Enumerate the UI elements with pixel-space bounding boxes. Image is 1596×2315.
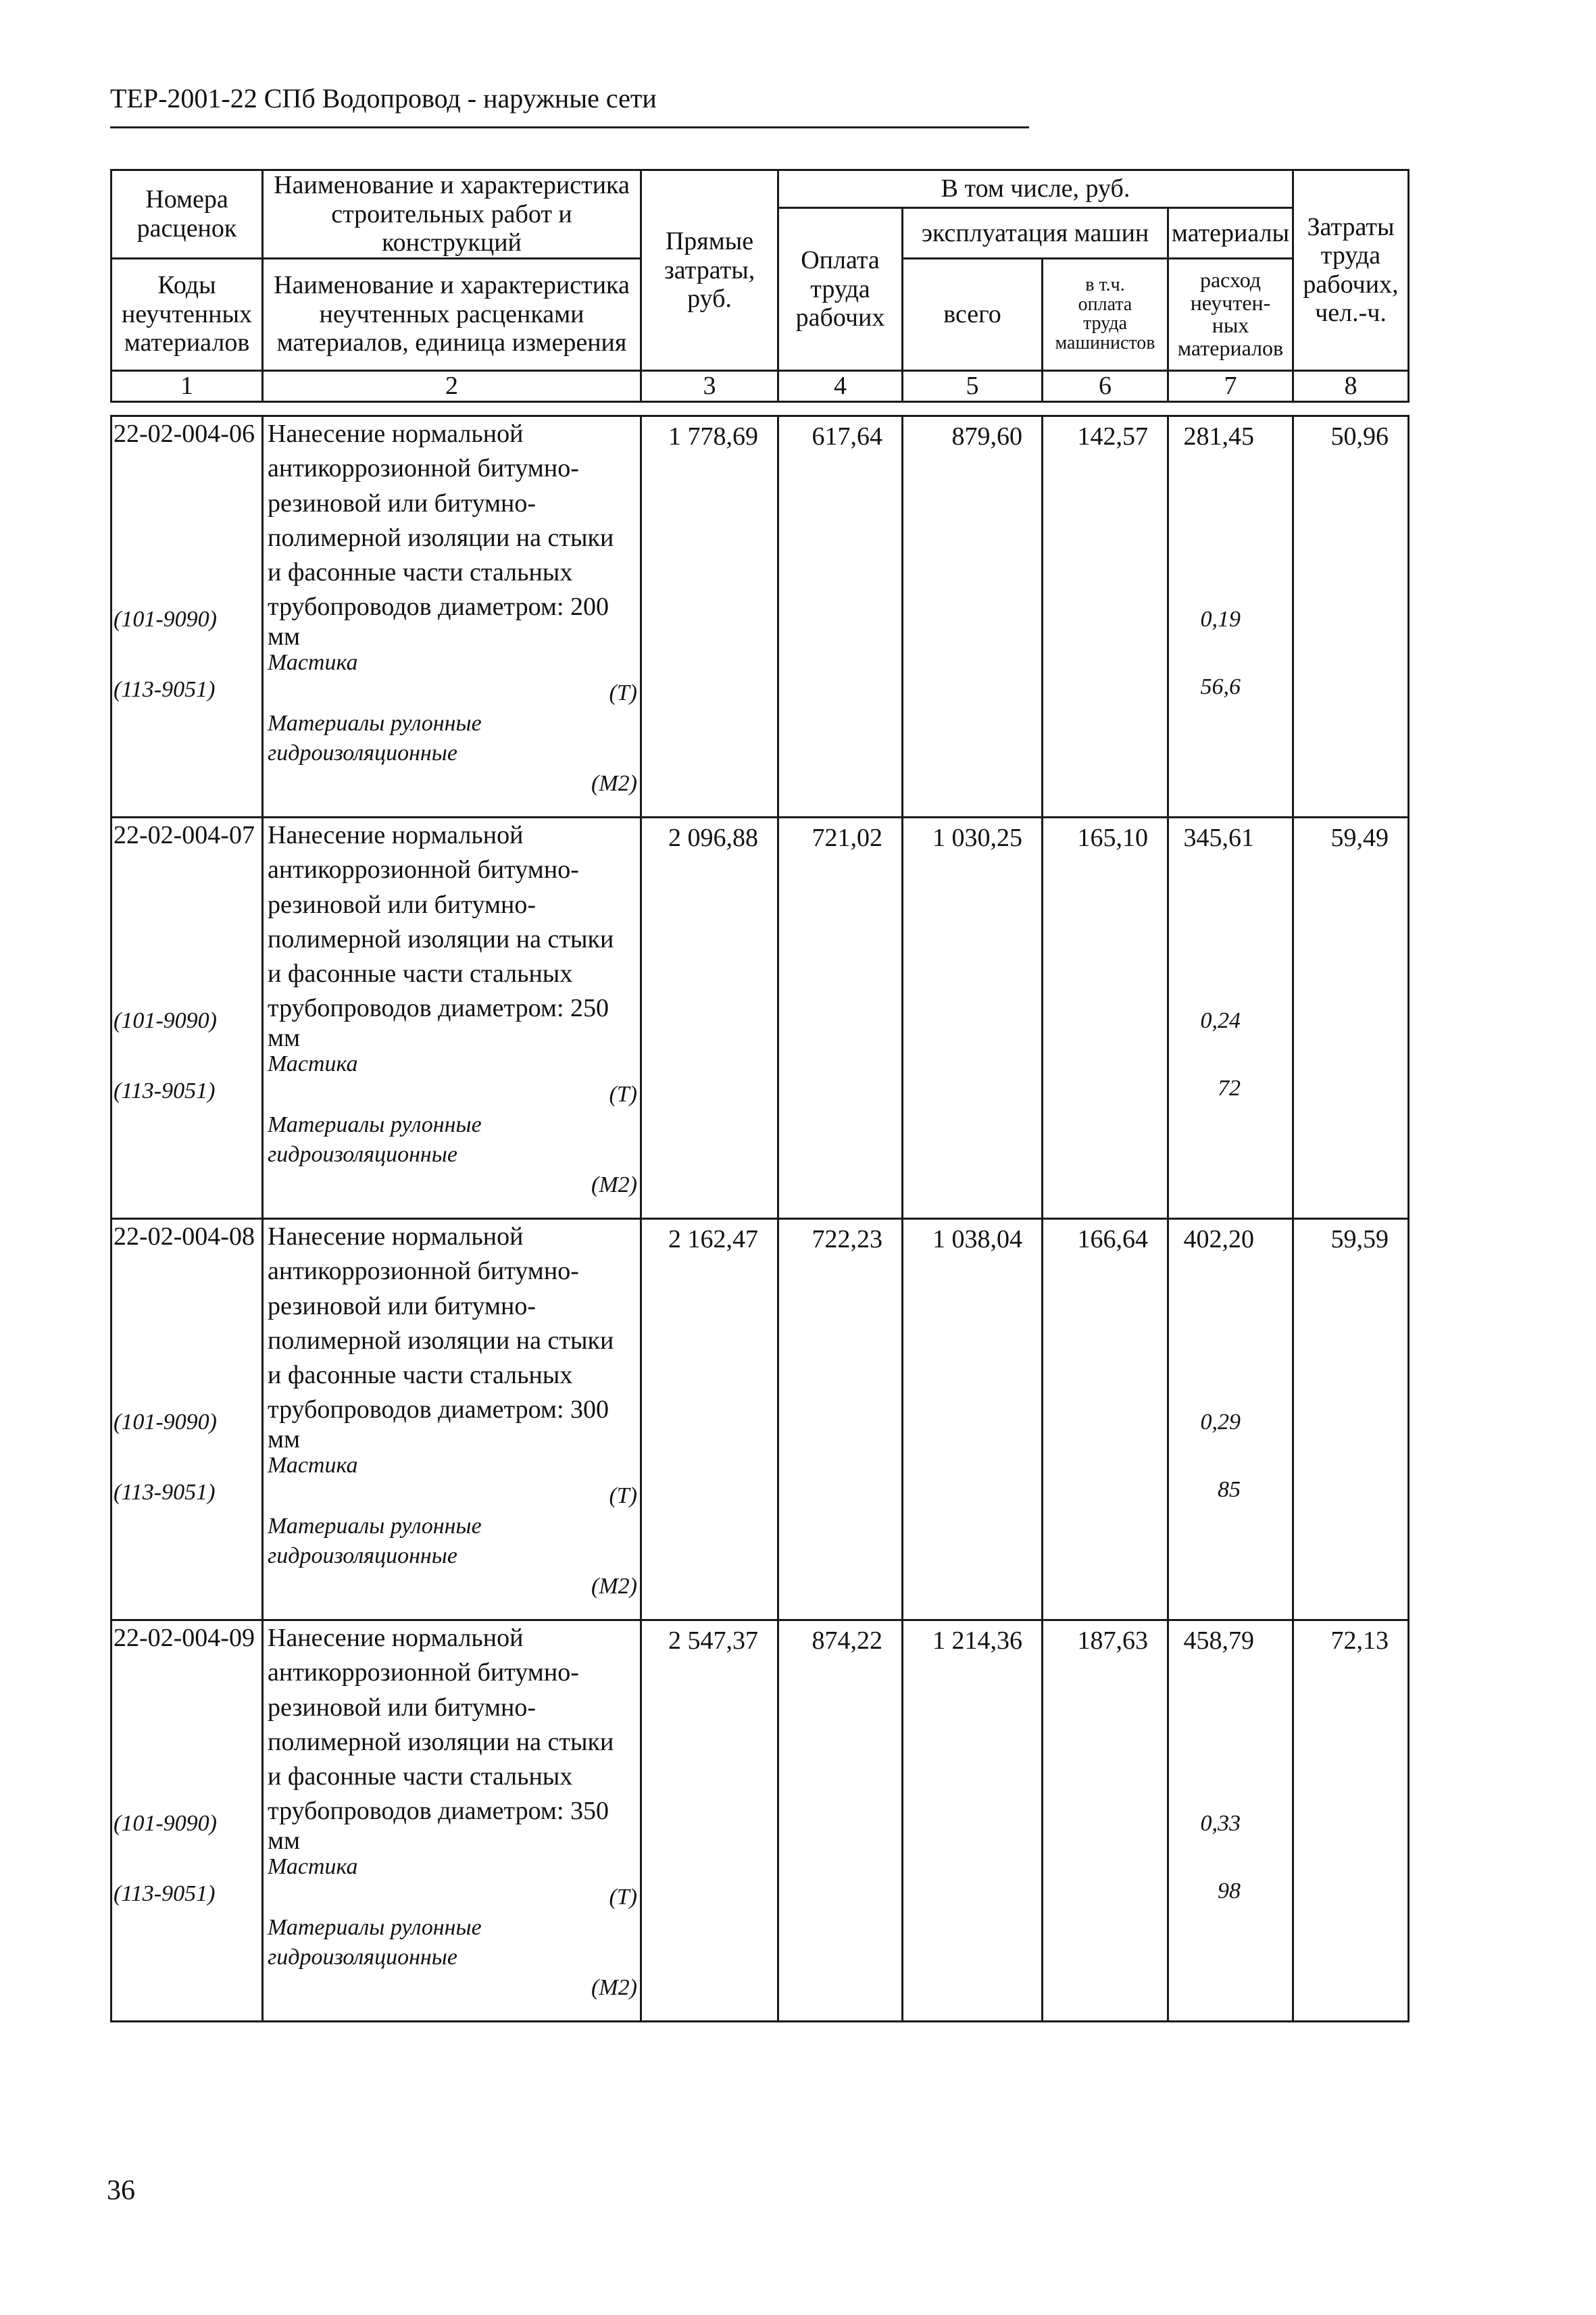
material-name: Материалы рулонные гидроизоляционные <box>268 1915 482 1970</box>
material-name: Материалы рулонные гидроизоляционные <box>268 711 482 766</box>
material-quantity: 0,33 <box>1200 1811 1241 1837</box>
material-code: (101-9090) <box>114 607 217 632</box>
machinists-cost-cell <box>1043 416 1168 818</box>
materials-cell <box>1168 1620 1293 2022</box>
materials-cost: 458,79 <box>1183 1626 1254 1655</box>
machines-cost-cell <box>903 416 1043 818</box>
material-quantity: 56,6 <box>1200 674 1241 700</box>
material-unit: (М2) <box>591 1975 637 2001</box>
machinists-cost: 166,64 <box>1077 1225 1148 1253</box>
name-cell <box>263 1219 641 1620</box>
rate-code: 22-02-004-09 <box>114 1624 255 1652</box>
machines-cost: 1 038,04 <box>932 1225 1022 1253</box>
column-number: 8 <box>1293 370 1409 401</box>
rate-code: 22-02-004-06 <box>114 420 255 448</box>
material-name: Мастика <box>268 1051 358 1076</box>
code-cell <box>111 1219 263 1620</box>
machines-cost: 879,60 <box>951 422 1022 451</box>
code-cell <box>111 818 263 1219</box>
header-including-group: В том числе, руб. <box>778 170 1293 208</box>
header-direct-costs: Прямые затраты, руб. <box>641 170 778 371</box>
document-header-title: ТЕР-2001-22 СПб Водопровод - наружные сети <box>110 83 657 114</box>
machinists-cost: 165,10 <box>1077 824 1148 852</box>
material-quantity: 0,19 <box>1200 607 1241 632</box>
labor-hours: 59,59 <box>1330 1225 1389 1253</box>
name-cell <box>263 818 641 1219</box>
rates-table <box>110 415 1410 2022</box>
direct-cost-cell <box>641 1620 778 2022</box>
header-rule <box>110 126 1029 128</box>
labor-hours-cell <box>1293 818 1409 1219</box>
labor-hours: 59,49 <box>1330 824 1389 852</box>
labor-cost-cell <box>778 818 903 1219</box>
table-row <box>111 1620 1409 2022</box>
material-quantity: 0,24 <box>1200 1008 1241 1034</box>
machinists-cost-cell <box>1043 1219 1168 1620</box>
labor-cost-cell <box>778 1219 903 1620</box>
page-number: 36 <box>107 2175 135 2206</box>
material-unit: (Т) <box>609 680 637 706</box>
material-code: (113-9051) <box>114 1078 216 1104</box>
work-description: Нанесение нормальной антикоррозионной битумно- резиновой или битумно- полимерной изоляции на стыки и фасонные части стальных трубопроводов диаметром: 350 мм <box>268 1624 614 1855</box>
work-description: Нанесение нормальной антикоррозионной битумно- резиновой или битумно- полимерной изоляции на стыки и фасонные части стальных трубопроводов диаметром: 250 мм <box>268 821 614 1052</box>
column-number: 2 <box>263 370 641 401</box>
materials-cost: 281,45 <box>1183 422 1254 451</box>
material-code: (101-9090) <box>114 1008 217 1034</box>
direct-cost-cell <box>641 818 778 1219</box>
material-quantity: 0,29 <box>1200 1410 1241 1435</box>
column-number: 5 <box>903 370 1043 401</box>
table-row <box>111 1219 1409 1620</box>
direct-cost-cell <box>641 1219 778 1620</box>
labor-cost-cell <box>778 416 903 818</box>
header-unaccounted-codes: Коды неучтенных материалов <box>111 258 263 370</box>
header-unaccounted-names: Наименование и характеристика неучтенных расценками материалов, единица измерения <box>263 258 641 370</box>
material-unit: (Т) <box>609 1885 637 1910</box>
header-labor-hours: Затраты труда рабочих, чел.-ч. <box>1293 170 1409 371</box>
header-work-name: Наименование и характеристика строительных работ и конструкций <box>263 170 641 259</box>
column-number: 4 <box>778 370 903 401</box>
machinists-cost-cell <box>1043 818 1168 1219</box>
labor-hours-cell <box>1293 416 1409 818</box>
header-unaccounted-consumption: расход неучтен- ных материалов <box>1168 258 1293 370</box>
material-code: (101-9090) <box>114 1811 217 1837</box>
labor-cost: 874,22 <box>812 1626 882 1655</box>
direct-cost: 2 096,88 <box>668 824 758 852</box>
header-materials: материалы <box>1168 208 1293 259</box>
machinists-cost-cell <box>1043 1620 1168 2022</box>
material-unit: (М2) <box>591 771 637 797</box>
header-machine-operation: эксплуатация машин <box>903 208 1168 259</box>
machines-cost-cell <box>903 1219 1043 1620</box>
materials-cell <box>1168 416 1293 818</box>
table-row <box>111 818 1409 1219</box>
material-name: Материалы рулонные гидроизоляционные <box>268 1112 482 1168</box>
direct-cost-cell <box>641 416 778 818</box>
material-code: (113-9051) <box>114 1881 216 1907</box>
material-unit: (Т) <box>609 1082 637 1107</box>
header-machinist-pay: в т.ч. оплата труда машинистов <box>1043 258 1168 370</box>
direct-cost: 2 547,37 <box>668 1626 758 1655</box>
material-name: Мастика <box>268 649 358 675</box>
rate-code: 22-02-004-07 <box>114 821 255 849</box>
direct-cost: 2 162,47 <box>668 1225 758 1253</box>
name-cell <box>263 1620 641 2022</box>
material-quantity: 85 <box>1218 1477 1241 1503</box>
header-rate-number: Номера расценок <box>111 170 263 259</box>
labor-cost: 617,64 <box>812 422 882 451</box>
direct-cost: 1 778,69 <box>668 422 758 451</box>
column-number: 1 <box>111 370 263 401</box>
code-cell <box>111 1620 263 2022</box>
machines-cost: 1 030,25 <box>932 824 1022 852</box>
machines-cost: 1 214,36 <box>932 1626 1022 1655</box>
materials-cell <box>1168 1219 1293 1620</box>
labor-hours-cell <box>1293 1620 1409 2022</box>
header-machines-total: всего <box>903 258 1043 370</box>
work-description: Нанесение нормальной антикоррозионной битумно- резиновой или битумно- полимерной изоляции на стыки и фасонные части стальных трубопроводов диаметром: 300 мм <box>268 1222 614 1453</box>
materials-cost: 402,20 <box>1183 1225 1254 1253</box>
machines-cost-cell <box>903 1620 1043 2022</box>
labor-hours-cell <box>1293 1219 1409 1620</box>
materials-cell <box>1168 818 1293 1219</box>
column-number: 7 <box>1168 370 1293 401</box>
material-code: (113-9051) <box>114 677 216 703</box>
name-cell <box>263 416 641 818</box>
material-name: Мастика <box>268 1452 358 1478</box>
code-cell <box>111 416 263 818</box>
labor-cost: 721,02 <box>812 824 882 852</box>
material-name: Мастика <box>268 1853 358 1879</box>
material-unit: (Т) <box>609 1483 637 1509</box>
material-unit: (М2) <box>591 1172 637 1198</box>
machinists-cost: 187,63 <box>1077 1626 1148 1655</box>
labor-hours: 50,96 <box>1330 422 1389 451</box>
labor-cost: 722,23 <box>812 1225 882 1253</box>
rate-code: 22-02-004-08 <box>114 1222 255 1251</box>
column-number: 3 <box>641 370 778 401</box>
table-header <box>110 169 1410 403</box>
machines-cost-cell <box>903 818 1043 1219</box>
material-code: (101-9090) <box>114 1410 217 1435</box>
material-quantity: 72 <box>1218 1076 1241 1101</box>
machinists-cost: 142,57 <box>1077 422 1148 451</box>
header-worker-pay: Оплата труда рабочих <box>778 208 903 371</box>
table-row <box>111 416 1409 818</box>
material-quantity: 98 <box>1218 1878 1241 1904</box>
labor-cost-cell <box>778 1620 903 2022</box>
materials-cost: 345,61 <box>1183 824 1254 852</box>
material-unit: (М2) <box>591 1574 637 1599</box>
material-code: (113-9051) <box>114 1480 216 1505</box>
column-number: 6 <box>1043 370 1168 401</box>
labor-hours: 72,13 <box>1330 1626 1389 1655</box>
material-name: Материалы рулонные гидроизоляционные <box>268 1514 482 1569</box>
work-description: Нанесение нормальной антикоррозионной битумно- резиновой или битумно- полимерной изоляции на стыки и фасонные части стальных трубопроводов диаметром: 200 мм <box>268 420 614 651</box>
